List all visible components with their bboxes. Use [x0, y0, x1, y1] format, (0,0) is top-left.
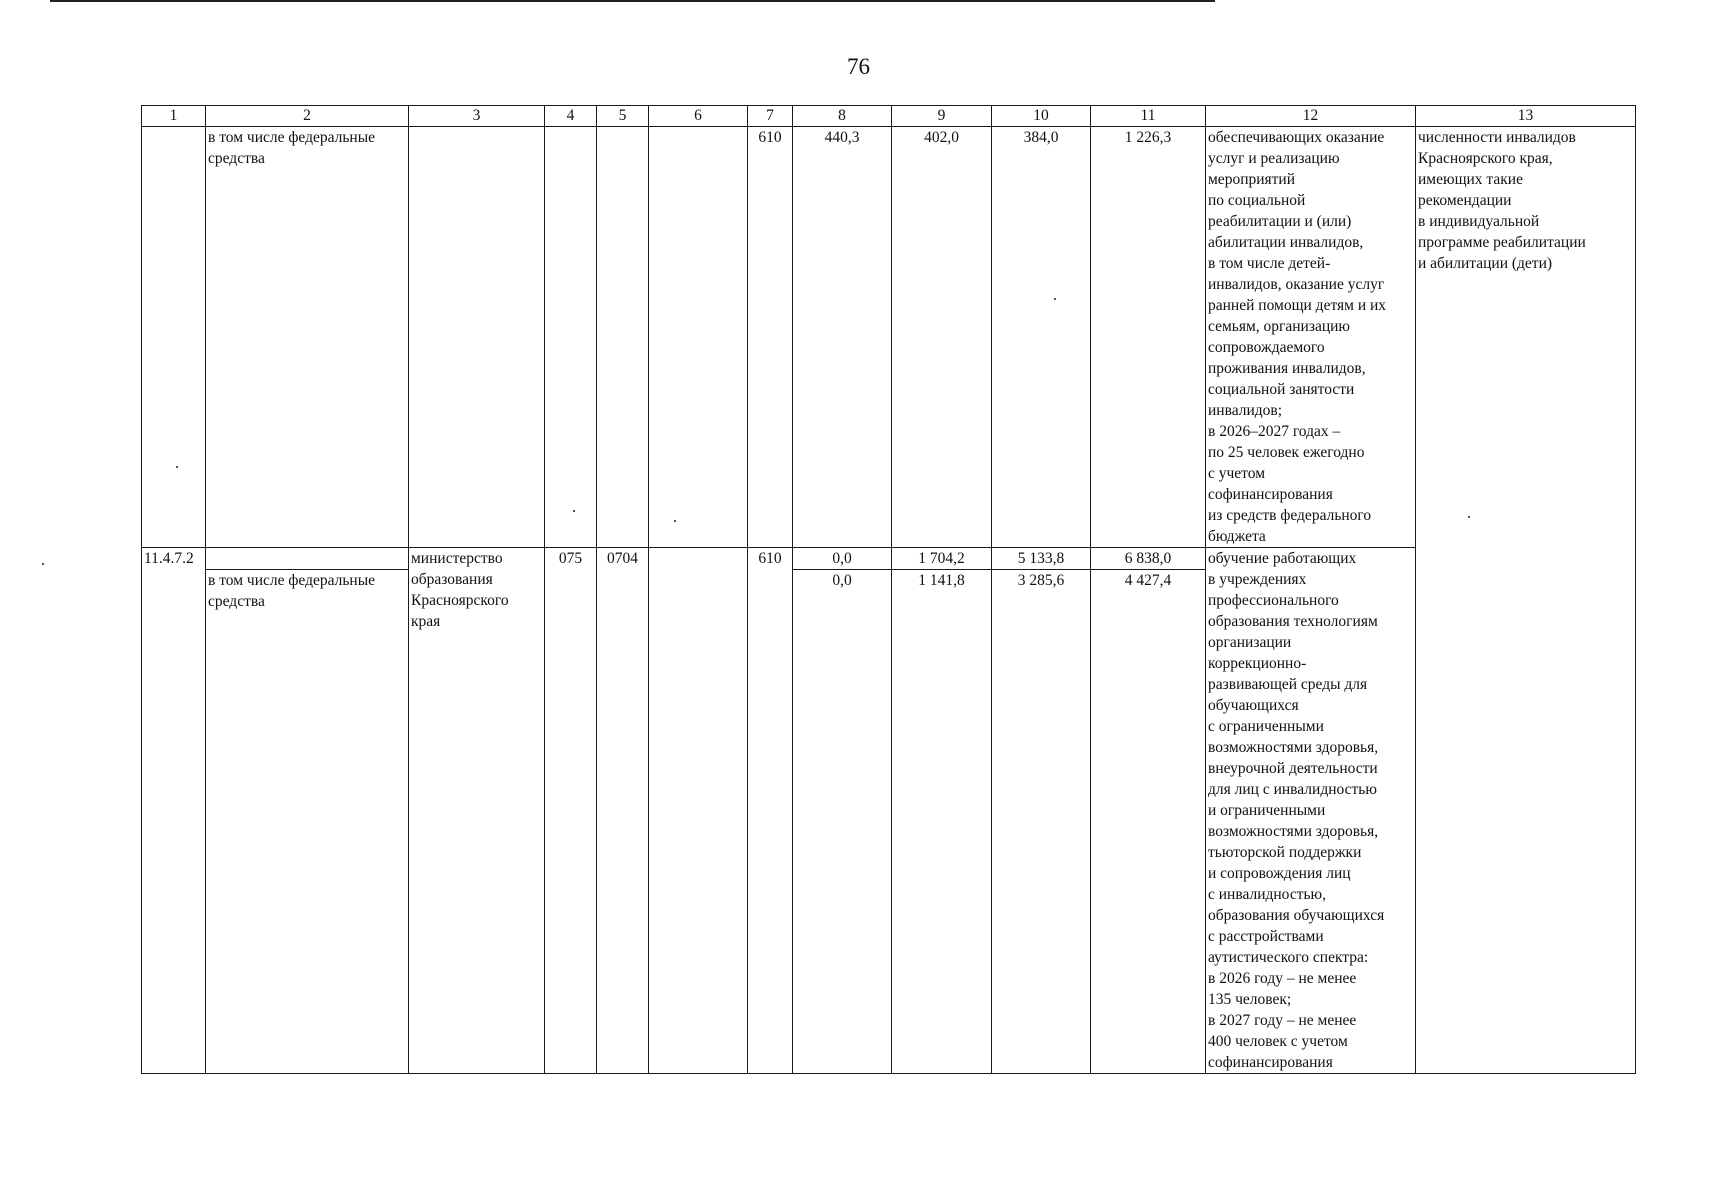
top-border-line [50, 0, 1215, 2]
row-b-federal-2026: 1 141,8 [892, 570, 992, 1074]
row-b-federal-total: 4 427,4 [1091, 570, 1206, 1074]
row-a-year-2026: 402,0 [892, 127, 992, 548]
row-b-csr [649, 548, 748, 1074]
header-col-12: 12 [1206, 106, 1416, 127]
scan-speck [42, 563, 44, 565]
table-row [142, 127, 1636, 548]
row-b-title [206, 548, 409, 570]
table-row [142, 548, 1636, 570]
budget-table [141, 105, 1636, 1074]
row-a-number [142, 127, 206, 548]
row-b-year-2027: 5 133,8 [992, 548, 1091, 570]
row-a-vr: 610 [748, 127, 793, 548]
table-header-row [142, 106, 1636, 127]
row-b-rzpr: 0704 [597, 548, 649, 1074]
row-a-expected-result: обеспечивающих оказание услуг и реализацию мероприятий по социальной реабилитации и (или) абилитации инвалидов, в том числе детей- инвалидов, оказание услуг ранней помощи детям и их семьям, организацию сопровождаемого проживания инвалидов, социальной занятости инвалидов; в 2026–2027 годах – по 25 человек ежегодно с учетом софинансирования из средств федерального бюджета [1206, 127, 1416, 548]
row-b-grbs: 075 [545, 548, 597, 1074]
row-b-total: 6 838,0 [1091, 548, 1206, 570]
row-b-federal-2025: 0,0 [793, 570, 892, 1074]
header-col-9: 9 [892, 106, 992, 127]
row-b-expected-result: обучение работающих в учреждениях профессионального образования технологиям организации коррекционно- развивающей среды для обучающихся с ограниченными возможностями здоровья, внеурочной деятельности для лиц с инвалидностью и ограниченными возможностями здоровья, тьюторской поддержки и сопровождения лиц с инвалидностью, образования обучающихся с расстройствами аутистического спектра: в 2026 году – не менее 135 человек; в 2027 году – не менее 400 человек с учетом софинансирования [1206, 548, 1416, 1074]
scan-speck [1468, 516, 1470, 518]
header-col-1: 1 [142, 106, 206, 127]
scan-speck [176, 466, 178, 468]
header-col-8: 8 [793, 106, 892, 127]
row-a-executor [409, 127, 545, 548]
row-a-indicator: численности инвалидов Красноярского края, имеющих такие рекомендации в индивидуальной программе реабилитации и абилитации (дети) [1416, 127, 1636, 1074]
header-col-4: 4 [545, 106, 597, 127]
row-b-vr: 610 [748, 548, 793, 1074]
row-b-year-2025: 0,0 [793, 548, 892, 570]
row-b-federal-2027: 3 285,6 [992, 570, 1091, 1074]
header-col-13: 13 [1416, 106, 1636, 127]
row-a-csr [649, 127, 748, 548]
row-a-year-2027: 384,0 [992, 127, 1091, 548]
scan-speck [1054, 298, 1056, 300]
row-a-funding-source: в том числе федеральные средства [206, 127, 409, 548]
header-col-3: 3 [409, 106, 545, 127]
row-a-year-2025: 440,3 [793, 127, 892, 548]
header-col-10: 10 [992, 106, 1091, 127]
row-b-funding-source: в том числе федеральные средства [206, 570, 409, 1074]
header-col-5: 5 [597, 106, 649, 127]
row-a-rzpr [597, 127, 649, 548]
header-col-7: 7 [748, 106, 793, 127]
row-a-total: 1 226,3 [1091, 127, 1206, 548]
row-b-executor: министерство образования Красноярского края [409, 548, 545, 1074]
header-col-2: 2 [206, 106, 409, 127]
header-col-6: 6 [649, 106, 748, 127]
row-a-grbs [545, 127, 597, 548]
page-number: 76 [847, 54, 870, 79]
row-b-number: 11.4.7.2 [142, 548, 206, 1074]
scan-speck [573, 510, 575, 512]
scan-speck [674, 520, 676, 522]
header-col-11: 11 [1091, 106, 1206, 127]
row-b-year-2026: 1 704,2 [892, 548, 992, 570]
